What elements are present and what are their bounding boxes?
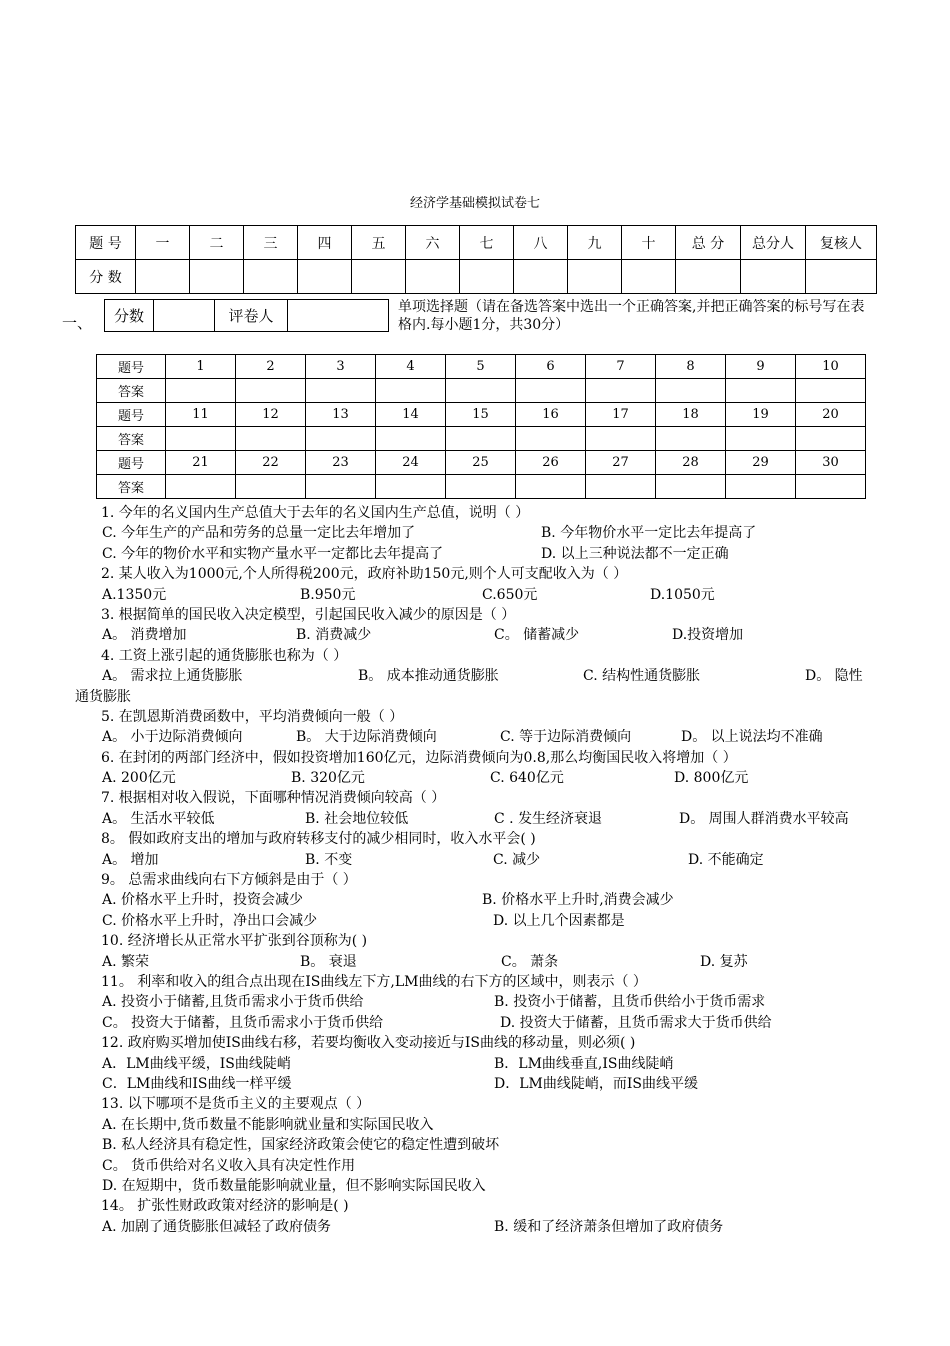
answer-grid-number-cell: 12	[236, 403, 306, 427]
option-text: C. 减少	[493, 851, 541, 868]
answer-entry-cell[interactable]	[236, 427, 306, 451]
option-text: B. 消费减少	[296, 627, 372, 644]
answer-entry-cell[interactable]	[516, 379, 586, 403]
answer-entry-cell[interactable]	[376, 475, 446, 499]
answer-grid-number-cell: 18	[656, 403, 726, 427]
answer-grid-number-cell: 24	[376, 451, 446, 475]
question-text: 11。 利率和收入的组合点出现在IS曲线左下方,LM曲线的右下方的区域中，则表示（ ）	[101, 973, 647, 990]
question-line	[75, 687, 885, 707]
answer-grid-number-row	[97, 451, 866, 475]
question-text: 4. 工资上涨引起的通货膨胀也称为（ ）	[101, 647, 348, 664]
option-text: D. 以上三种说法都不一定正确	[541, 545, 729, 562]
score-summary-table	[75, 225, 877, 294]
answer-grid-number-cell: 7	[586, 355, 656, 379]
option-text: C. 等于边际消费倾向	[500, 729, 632, 746]
score-header-cell: 二	[190, 226, 244, 260]
option-text: A. 繁荣	[102, 953, 150, 970]
question-line	[75, 707, 885, 727]
option-text: D．LM曲线陡峭，而IS曲线平缓	[494, 1075, 698, 1092]
answer-entry-cell[interactable]	[586, 427, 656, 451]
option-text: D. 复苏	[700, 953, 748, 970]
question-line	[75, 972, 885, 992]
question-text: 10. 经济增长从正常水平扩张到谷顶称为( )	[101, 933, 368, 950]
score-entry-cell[interactable]	[136, 260, 190, 294]
option-text: B。 大于边际消费倾向	[296, 729, 437, 746]
question-line	[75, 931, 885, 951]
answer-entry-cell[interactable]	[726, 475, 796, 499]
score-header-cell: 九	[568, 226, 622, 260]
option-text: B. 今年物价水平一定比去年提高了	[541, 525, 757, 542]
answer-grid-table	[96, 354, 866, 499]
score-header-cell: 三	[244, 226, 298, 260]
option-text: A。 生活水平较低	[102, 810, 215, 827]
question-line	[75, 748, 885, 768]
section-score-label: 分数	[105, 300, 154, 332]
score-header-row	[76, 226, 877, 260]
section-grader-cell[interactable]	[288, 300, 389, 332]
option-text: C. 640亿元	[490, 770, 564, 787]
answer-grid-answer-row	[97, 475, 866, 499]
option-text: C. 今年的物价水平和实物产量水平一定都比去年提高了	[102, 545, 444, 562]
answer-grid-number-cell: 25	[446, 451, 516, 475]
option-text: D. 不能确定	[688, 851, 764, 868]
score-header-cell: 题 号	[76, 226, 136, 260]
answer-entry-cell[interactable]	[166, 379, 236, 403]
option-text: C．LM曲线和IS曲线一样平缓	[102, 1075, 292, 1092]
option-text: B。 成本推动通货膨胀	[358, 668, 499, 685]
score-header-cell: 总分人	[741, 226, 806, 260]
answer-entry-cell[interactable]	[166, 475, 236, 499]
answer-grid-number-cell: 30	[796, 451, 866, 475]
answer-entry-cell[interactable]	[376, 379, 446, 403]
score-entry-cell[interactable]	[244, 260, 298, 294]
answer-grid-answer-label: 答案	[97, 427, 166, 451]
question-line	[75, 1013, 885, 1033]
score-header-cell: 六	[406, 226, 460, 260]
option-text: D。 隐性	[805, 668, 863, 685]
question-line	[75, 1074, 885, 1094]
answer-grid-answer-row	[97, 379, 866, 403]
answer-grid-number-cell: 13	[306, 403, 376, 427]
option-text: B. 投资小于储蓄，且货币供给小于货币需求	[494, 994, 766, 1011]
section-number: 一、	[62, 314, 93, 332]
question-line	[75, 544, 885, 564]
question-text: 12. 政府购买增加使IS曲线右移，若要均衡收入变动接近与IS曲线的移动量，则必须( )	[101, 1035, 636, 1052]
score-header-cell: 五	[352, 226, 406, 260]
answer-grid-number-cell: 4	[376, 355, 446, 379]
answer-entry-cell[interactable]	[796, 427, 866, 451]
option-text: A。 消费增加	[102, 627, 187, 644]
score-entry-cell[interactable]	[568, 260, 622, 294]
answer-grid-number-cell: 19	[726, 403, 796, 427]
answer-grid-number-cell: 20	[796, 403, 866, 427]
answer-grid-number-cell: 26	[516, 451, 586, 475]
score-entry-cell[interactable]	[352, 260, 406, 294]
question-line	[75, 1135, 885, 1155]
question-text: 2. 某人收入为1000元,个人所得税200元，政府补助150元,则个人可支配收入为（ ）	[101, 566, 628, 583]
option-text: C.650元	[482, 586, 538, 603]
score-entry-cell[interactable]	[460, 260, 514, 294]
answer-grid-number-cell: 2	[236, 355, 306, 379]
question-line	[75, 1156, 885, 1176]
question-line	[75, 809, 885, 829]
option-text: A. 价格水平上升时，投资会减少	[102, 892, 304, 909]
answer-entry-cell[interactable]	[446, 427, 516, 451]
option-text: C. 价格水平上升时，净出口会减少	[102, 912, 318, 929]
score-header-cell: 七	[460, 226, 514, 260]
option-text: B．LM曲线垂直,IS曲线陡峭	[494, 1055, 674, 1072]
option-text: D.投资增加	[672, 627, 744, 644]
score-entry-cell[interactable]	[514, 260, 568, 294]
answer-entry-cell[interactable]	[586, 379, 656, 403]
option-text: D. 投资大于储蓄，且货币需求大于货币供给	[500, 1014, 772, 1031]
question-line	[75, 523, 885, 543]
option-text: B. 缓和了经济萧条但增加了政府债务	[494, 1218, 724, 1235]
answer-entry-cell[interactable]	[656, 427, 726, 451]
answer-grid-number-cell: 6	[516, 355, 586, 379]
question-line	[75, 625, 885, 645]
answer-entry-cell[interactable]	[656, 379, 726, 403]
score-entry-cell[interactable]	[298, 260, 352, 294]
answer-entry-cell[interactable]	[796, 379, 866, 403]
option-text: A．LM曲线平缓，IS曲线陡峭	[102, 1055, 291, 1072]
question-line	[75, 1196, 885, 1216]
section-score-cell[interactable]	[154, 300, 215, 332]
question-text: 通货膨胀	[75, 688, 131, 705]
score-header-cell: 总 分	[676, 226, 741, 260]
question-line	[75, 564, 885, 584]
option-text: C。 储蓄减少	[494, 627, 580, 644]
answer-grid-answer-label: 答案	[97, 379, 166, 403]
question-text: 8。 假如政府支出的增加与政府转移支付的减少相同时，收入水平会( )	[101, 831, 536, 848]
answer-entry-cell[interactable]	[306, 475, 376, 499]
answer-grid-number-cell: 8	[656, 355, 726, 379]
question-list	[75, 503, 885, 1237]
question-line	[75, 1033, 885, 1053]
answer-grid-number-cell: 27	[586, 451, 656, 475]
question-line	[75, 503, 885, 523]
answer-grid-number-cell: 1	[166, 355, 236, 379]
option-text: D. 800亿元	[674, 770, 749, 787]
answer-grid-number-cell: 29	[726, 451, 796, 475]
question-line	[75, 1115, 885, 1135]
answer-entry-cell[interactable]	[726, 379, 796, 403]
question-text: 14。 扩张性财政政策对经济的影响是( )	[101, 1198, 349, 1215]
question-text: 13. 以下哪项不是货币主义的主要观点（ ）	[101, 1096, 371, 1113]
answer-entry-cell[interactable]	[796, 475, 866, 499]
option-text: B. 320亿元	[291, 770, 365, 787]
answer-grid-number-label: 题号	[97, 403, 166, 427]
option-text: C. 结构性通货膨胀	[583, 668, 701, 685]
question-text: C。 货币供给对名义收入具有决定性作用	[102, 1157, 356, 1174]
answer-entry-cell[interactable]	[306, 379, 376, 403]
option-text: D. 以上几个因素都是	[493, 912, 625, 929]
option-text: C。 萧条	[501, 953, 559, 970]
answer-grid-number-cell: 9	[726, 355, 796, 379]
question-text: 3. 根据简单的国民收入决定模型，引起国民收入减少的原因是（ ）	[101, 606, 516, 623]
question-line	[75, 727, 885, 747]
question-line	[75, 850, 885, 870]
question-line	[75, 1217, 885, 1237]
answer-entry-cell[interactable]	[516, 475, 586, 499]
score-entry-cell[interactable]	[406, 260, 460, 294]
section-instruction: 单项选择题（请在备选答案中选出一个正确答案,并把正确答案的标号写在表格内.每小题1分，共30分）	[398, 299, 865, 333]
question-line	[75, 646, 885, 666]
question-text: 7. 根据相对收入假说，下面哪种情况消费倾向较高（ ）	[101, 790, 446, 807]
question-line	[75, 1094, 885, 1114]
question-text: D. 在短期中，货币数量能影响就业量，但不影响实际国民收入	[102, 1177, 486, 1194]
question-text: A. 在长期中,货币数量不能影响就业量和实际国民收入	[102, 1116, 434, 1133]
score-entry-cell[interactable]	[622, 260, 676, 294]
answer-grid-number-cell: 3	[306, 355, 376, 379]
score-row-label: 分 数	[76, 260, 136, 294]
answer-entry-cell[interactable]	[516, 427, 586, 451]
answer-entry-cell[interactable]	[586, 475, 656, 499]
question-line	[75, 890, 885, 910]
question-text: 1. 今年的名义国内生产总值大于去年的名义国内生产总值，说明（ ）	[101, 505, 530, 521]
question-line	[75, 911, 885, 931]
question-line	[75, 952, 885, 972]
question-line	[75, 788, 885, 808]
option-text: B. 价格水平上升时,消费会减少	[482, 892, 674, 909]
answer-grid-number-cell: 28	[656, 451, 726, 475]
option-text: A。 增加	[102, 851, 159, 868]
answer-grid-number-label: 题号	[97, 355, 166, 379]
answer-grid-number-cell: 17	[586, 403, 656, 427]
answer-grid-number-cell: 21	[166, 451, 236, 475]
option-text: A。 需求拉上通货膨胀	[102, 668, 243, 685]
question-line	[75, 1176, 885, 1196]
answer-grid-number-cell: 23	[306, 451, 376, 475]
question-line	[75, 870, 885, 890]
section-grader-box	[104, 299, 389, 332]
answer-grid-answer-label: 答案	[97, 475, 166, 499]
question-line	[75, 666, 885, 686]
option-text: B. 社会地位较低	[305, 810, 409, 827]
answer-grid-number-cell: 22	[236, 451, 306, 475]
answer-grid-number-cell: 15	[446, 403, 516, 427]
option-text: A. 加剧了通货膨胀但减轻了政府债务	[102, 1218, 332, 1235]
question-line	[75, 605, 885, 625]
answer-grid-number-cell: 5	[446, 355, 516, 379]
answer-entry-cell[interactable]	[446, 475, 516, 499]
score-header-cell: 十	[622, 226, 676, 260]
question-text: 6. 在封闭的两部门经济中，假如投资增加160亿元，边际消费倾向为0.8,那么均衡国民收入将增加（ ）	[101, 749, 737, 766]
answer-entry-cell[interactable]	[726, 427, 796, 451]
option-text: B.950元	[300, 586, 356, 603]
option-text: A. 投资小于储蓄,且货币需求小于货币供给	[102, 994, 364, 1011]
answer-grid-number-cell: 14	[376, 403, 446, 427]
score-entry-cell[interactable]	[741, 260, 806, 294]
score-header-cell: 八	[514, 226, 568, 260]
question-text: 5. 在凯恩斯消费函数中，平均消费倾向一般（ ）	[101, 708, 404, 725]
question-text: 9。 总需求曲线向右下方倾斜是由于（ ）	[101, 872, 357, 889]
option-text: D。 以上说法均不准确	[681, 729, 823, 746]
option-text: D。 周围人群消费水平较高	[679, 810, 849, 827]
answer-entry-cell[interactable]	[656, 475, 726, 499]
score-entry-cell[interactable]	[676, 260, 741, 294]
score-header-cell: 四	[298, 226, 352, 260]
section-grader-label: 评卷人	[215, 300, 288, 332]
option-text: B. 不变	[305, 851, 353, 868]
answer-grid-number-row	[97, 403, 866, 427]
option-text: A. 200亿元	[102, 770, 176, 787]
answer-entry-cell[interactable]	[236, 379, 306, 403]
answer-entry-cell[interactable]	[166, 427, 236, 451]
score-header-cell: 复核人	[806, 226, 877, 260]
answer-entry-cell[interactable]	[376, 427, 446, 451]
answer-grid-number-row	[97, 355, 866, 379]
option-text: A.1350元	[102, 586, 167, 603]
answer-entry-cell[interactable]	[306, 427, 376, 451]
question-line	[75, 992, 885, 1012]
score-value-row	[76, 260, 877, 294]
option-text: C . 发生经济衰退	[494, 810, 603, 827]
score-entry-cell[interactable]	[190, 260, 244, 294]
answer-grid-number-cell: 11	[166, 403, 236, 427]
question-line	[75, 768, 885, 788]
option-text: C. 今年生产的产品和劳务的总量一定比去年增加了	[102, 525, 416, 542]
score-header-cell: 一	[136, 226, 190, 260]
score-entry-cell[interactable]	[806, 260, 877, 294]
answer-grid-number-cell: 10	[796, 355, 866, 379]
question-line	[75, 585, 885, 605]
option-text: A。 小于边际消费倾向	[102, 729, 243, 746]
question-line	[75, 1054, 885, 1074]
option-text: D.1050元	[650, 586, 715, 603]
answer-entry-cell[interactable]	[236, 475, 306, 499]
answer-entry-cell[interactable]	[446, 379, 516, 403]
option-text: B。 衰退	[300, 953, 357, 970]
answer-grid-answer-row	[97, 427, 866, 451]
page-title: 经济学基础模拟试卷七	[409, 196, 540, 211]
answer-grid-number-cell: 16	[516, 403, 586, 427]
question-text: B. 私人经济具有稳定性，国家经济政策会使它的稳定性遭到破坏	[102, 1137, 500, 1154]
answer-grid-number-label: 题号	[97, 451, 166, 475]
question-line	[75, 829, 885, 849]
option-text: C。 投资大于储蓄，且货币需求小于货币供给	[102, 1014, 384, 1031]
